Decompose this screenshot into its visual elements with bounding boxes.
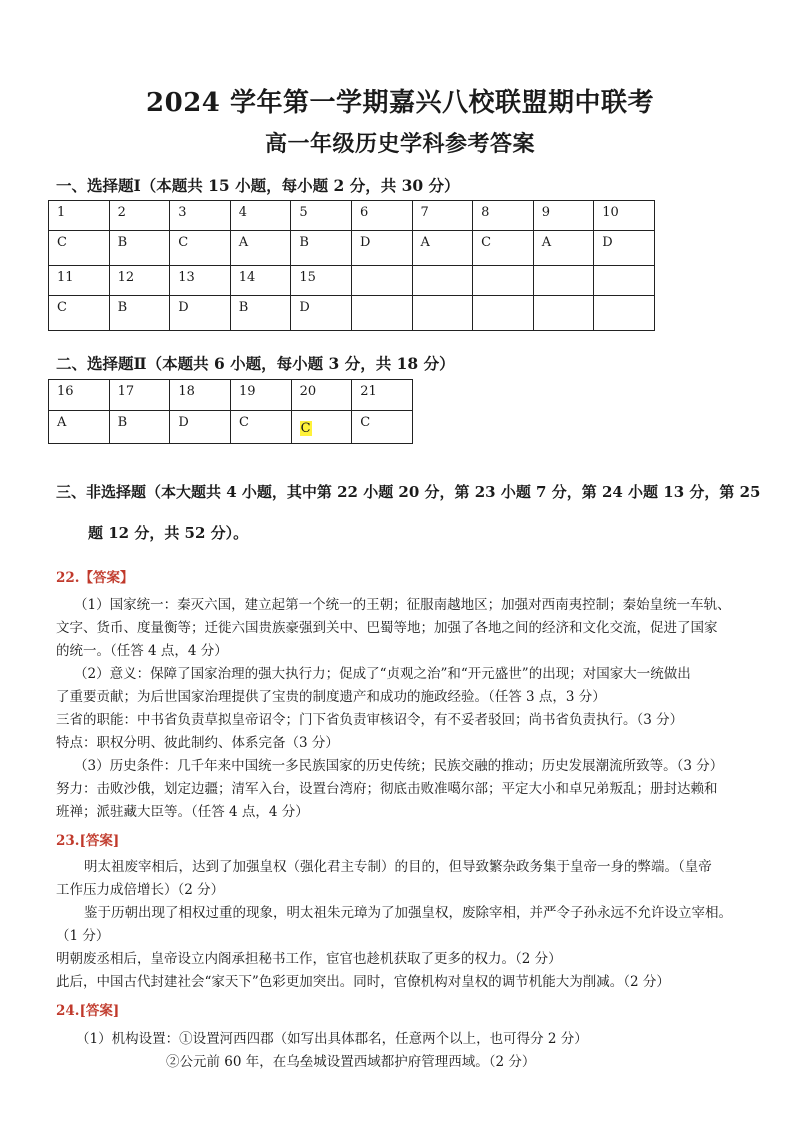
table-cell (533, 231, 594, 266)
q23-line: 工作压力成倍增长）（2 分） (56, 882, 225, 898)
table-cell (412, 201, 473, 231)
table-cell (230, 380, 291, 411)
q22-line: 文字、货币、度量衡等；迁徙六国贵族豪强到关中、巴蜀等地；加强了各地之间的经济和文化交流，促进了国家 (56, 620, 718, 636)
table-row (49, 201, 655, 231)
cell-text: 13 (178, 270, 195, 285)
table-cell (412, 231, 473, 266)
cell-text: D (602, 235, 613, 250)
table-cell (170, 296, 231, 331)
cell-text: A (420, 235, 430, 250)
table-cell (473, 201, 534, 231)
highlighted-answer: C (300, 421, 311, 436)
q22-line: （1）国家统一：秦灭六国，建立起第一个统一的王朝；征服南越地区；加强对西南夷控制；秦始皇统一车轨、 (74, 597, 731, 613)
cell-text: B (117, 415, 128, 430)
q22-line: 的统一。（任答 4 点，4 分） (56, 643, 228, 659)
table-cell (291, 411, 352, 444)
cell-text: C (481, 235, 492, 250)
table-cell (170, 411, 231, 444)
table-cell (291, 266, 352, 296)
table-cell (351, 296, 412, 331)
cell-text: 19 (238, 384, 256, 399)
cell-text: 10 (602, 205, 619, 220)
cell-text: 1 (57, 205, 66, 220)
table-cell (351, 201, 412, 231)
table-cell (49, 266, 110, 296)
cell-text: 20 (299, 384, 317, 399)
cell-text: 21 (360, 384, 377, 399)
table-cell (170, 231, 231, 266)
table-cell (49, 231, 110, 266)
table-cell (291, 231, 352, 266)
cell-text: C (178, 235, 189, 250)
table-cell (594, 296, 655, 331)
q23-answer-tag: 23.[答案] (56, 833, 120, 849)
cell-text: D (178, 415, 189, 430)
table-cell (109, 201, 170, 231)
table-cell (170, 380, 231, 411)
cell-text: 2 (117, 205, 126, 220)
cell-text: B (117, 235, 128, 250)
table-cell (49, 380, 110, 411)
table-cell (594, 266, 655, 296)
cell-text: 8 (481, 205, 490, 220)
section3-heading-line2: 题 12 分，共 52 分）。 (88, 524, 249, 542)
table-cell (412, 266, 473, 296)
table-cell (109, 380, 170, 411)
cell-text: C (360, 415, 371, 430)
document-title: 2024 学年第一学期嘉兴八校联盟期中联考 (146, 88, 654, 118)
table-cell (109, 296, 170, 331)
q22-line: （3）历史条件：几千年来中国统一多民族国家的历史传统；民族交融的推动；历史发展潮流所致等。（3 分） (74, 758, 724, 774)
table-cell (49, 411, 110, 444)
cell-text: 9 (541, 205, 550, 220)
cell-text: C (238, 415, 249, 430)
q22-line: 努力：击败沙俄，划定边疆；清军入台，设置台湾府；彻底击败准噶尔部；平定大小和卓兄弟叛乱；册封达赖和 (56, 781, 718, 797)
cell-text: 15 (299, 270, 316, 285)
table-cell (49, 296, 110, 331)
cell-text: B (299, 235, 309, 250)
q22-line: （2）意义：保障了国家治理的强大执行力；促成了“贞观之治”和“开元盛世”的出现；对国家大一统做出 (74, 666, 691, 682)
table-cell (533, 266, 594, 296)
q23-line: 明朝废丞相后，皇帝设立内阁承担秘书工作，宦官也趁机获取了更多的权力。（2 分） (56, 951, 562, 967)
cell-text: D (299, 300, 310, 315)
document-subtitle: 高一年级历史学科参考答案 (264, 131, 535, 157)
table-cell (230, 266, 291, 296)
table-cell (109, 266, 170, 296)
cell-text: 18 (178, 384, 195, 399)
table-cell (230, 201, 291, 231)
q22-line: 班禅；派驻藏大臣等。（任答 4 点，4 分） (56, 804, 309, 820)
table-cell (412, 296, 473, 331)
table-cell (291, 380, 352, 411)
q23-line: 鉴于历朝出现了相权过重的现象，明太祖朱元璋为了加强皇权，废除宰相，并严令子孙永远不允许设立宰相。 (84, 905, 732, 921)
section2-heading: 二、选择题Ⅱ（本题共 6 小题，每小题 3 分，共 18 分） (56, 354, 455, 373)
cell-text: 14 (238, 270, 256, 285)
table-cell (109, 231, 170, 266)
table-cell (230, 411, 291, 444)
table-cell (49, 201, 110, 231)
cell-text: 17 (117, 384, 135, 399)
table-cell (594, 231, 655, 266)
cell-text: 5 (299, 205, 308, 220)
table-cell (352, 380, 413, 411)
cell-text: 4 (238, 205, 248, 220)
q23-line: 此后，中国古代封建社会“家天下”色彩更加突出。同时，官僚机构对皇权的调节机能大为削减。（2 分） (56, 974, 670, 990)
table-row (49, 231, 655, 266)
table-cell (351, 266, 412, 296)
cell-text: 11 (57, 270, 74, 285)
table-cell (533, 201, 594, 231)
table-cell (230, 231, 291, 266)
q22-line: 特点：职权分明、彼此制约、体系完备（3 分） (56, 735, 339, 751)
cell-text: A (238, 235, 249, 250)
table-cell (533, 296, 594, 331)
q23-line: （1 分） (56, 928, 110, 944)
table-cell (352, 411, 413, 444)
table-cell (291, 296, 352, 331)
q24-answer-tag: 24.[答案] (56, 1003, 120, 1019)
section2-answer-table (48, 379, 413, 444)
section3-heading-line1: 三、非选择题（本大题共 4 小题，其中第 22 小题 20 分，第 23 小题 7 分，第 24 小题 13 分，第 25 (56, 483, 761, 501)
table-row (49, 380, 413, 411)
table-cell (170, 201, 231, 231)
cell-text: 16 (57, 384, 74, 399)
table-cell (473, 296, 534, 331)
table-cell (473, 266, 534, 296)
section1-heading: 一、选择题Ⅰ（本题共 15 小题，每小题 2 分，共 30 分） (56, 176, 460, 195)
q24-line: ②公元前 60 年，在乌垒城设置西域都护府管理西域。（2 分） (166, 1054, 536, 1070)
cell-text: C (57, 300, 67, 315)
cell-text: D (178, 300, 189, 315)
cell-text: 7 (420, 205, 429, 220)
table-row (49, 296, 655, 331)
q24-line: （1）机构设置：①设置河西四郡（如写出具体郡名，任意两个以上，也可得分 2 分） (76, 1031, 588, 1047)
cell-text: 6 (359, 205, 369, 220)
table-cell (109, 411, 170, 444)
cell-text: 3 (178, 205, 187, 220)
q22-line: 了重要贡献；为后世国家治理提供了宝贵的制度遗产和成功的施政经验。（任答 3 点，3 分） (56, 689, 606, 705)
table-row (49, 266, 655, 296)
table-cell (594, 201, 655, 231)
cell-text: C (57, 235, 67, 250)
section1-answer-table (48, 200, 655, 331)
q23-line: 明太祖废宰相后，达到了加强皇权（强化君主专制）的目的，但导致繁杂政务集于皇帝一身的弊端。（皇帝 (84, 859, 712, 875)
table-cell (291, 201, 352, 231)
cell-text: B (117, 300, 128, 315)
cell-text: D (359, 235, 371, 250)
q22-answer-tag: 22.【答案】 (56, 570, 134, 586)
table-cell (473, 231, 534, 266)
cell-text: A (57, 415, 67, 430)
cell-text: A (541, 235, 552, 250)
cell-text: B (238, 300, 249, 315)
q22-line: 三省的职能：中书省负责草拟皇帝诏令；门下省负责审核诏令，有不妥者驳回；尚书省负责执行。（3 分） (56, 712, 684, 728)
table-cell (230, 296, 291, 331)
table-row (49, 411, 413, 444)
table-cell (351, 231, 412, 266)
cell-text: 12 (117, 270, 135, 285)
table-cell (170, 266, 231, 296)
